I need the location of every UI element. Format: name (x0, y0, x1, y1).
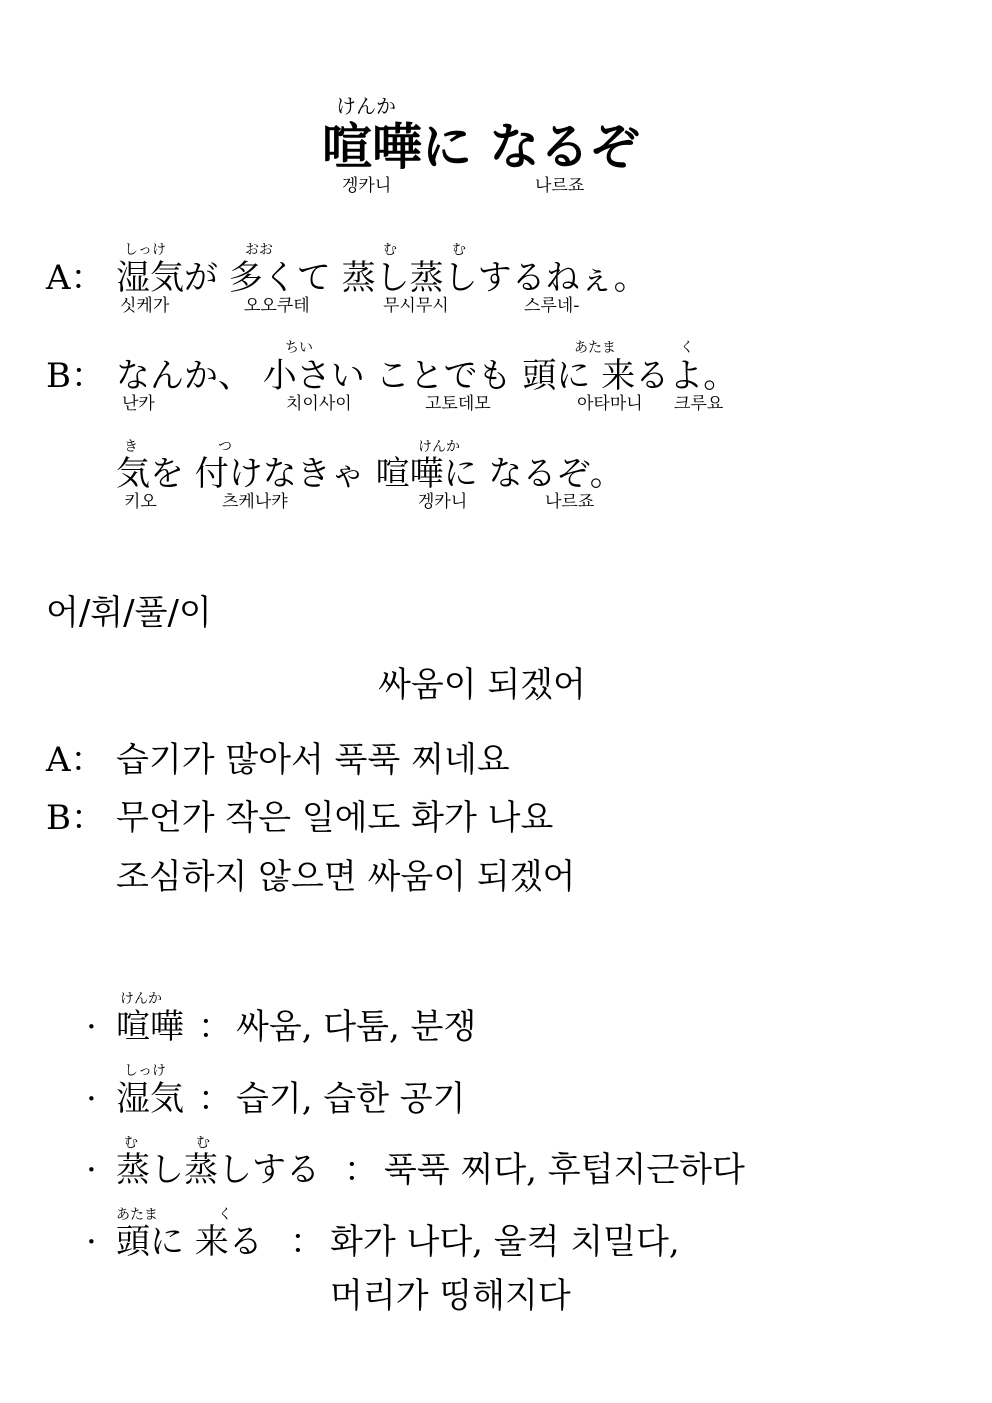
vocab-meaning: 푹푹 찌다, 후텁지근하다 (384, 1150, 745, 1190)
furigana: く (680, 340, 694, 356)
translation-title: 싸움이 되겠어 (378, 665, 586, 705)
furigana: む (452, 242, 466, 258)
reading: 겡카니 (418, 492, 468, 512)
vocab-meaning: 습기, 습한 공기 (236, 1079, 466, 1119)
furigana: あたま (116, 1207, 158, 1223)
vocab-word: 蒸し蒸しする (116, 1150, 320, 1190)
reading: 스루네- (524, 296, 580, 316)
furigana: む (196, 1135, 210, 1151)
vocab-sep: ： (198, 1007, 232, 1047)
dialogue-line-a: 湿気が 多くて 蒸し蒸しするねぇ。 (116, 258, 648, 298)
reading: 무시무시 (383, 296, 449, 316)
furigana: む (124, 1135, 138, 1151)
furigana: む (383, 242, 397, 258)
furigana: ちい (285, 340, 313, 356)
furigana: く (218, 1207, 232, 1223)
furigana: つ (218, 439, 232, 455)
vocab-meaning-continued: 머리가 띵해지다 (330, 1276, 571, 1316)
reading: 고토데모 (425, 394, 491, 414)
vocab-meaning: 화가 나다, 울컥 치밀다, (330, 1222, 680, 1262)
vocab-sep: ： (198, 1079, 232, 1119)
translation-line-b1: 무언가 작은 일에도 화가 나요 (116, 798, 554, 838)
translation-line-b2: 조심하지 않으면 싸움이 되겠어 (116, 857, 576, 897)
vocab-sep: ： (344, 1150, 378, 1190)
section-heading: 어/휘/풀/이 (46, 593, 212, 633)
reading: 난카 (122, 394, 155, 414)
reading: 키오 (124, 492, 157, 512)
title-reading-1: 겡카니 (342, 176, 392, 196)
speaker-label: A： (46, 740, 105, 780)
dialogue-line-b1: なんか、 小さい ことでも 頭に 来るよ。 (116, 356, 738, 396)
furigana: しっけ (124, 242, 166, 258)
reading: 나르죠 (545, 492, 595, 512)
translation-line-a: 습기가 많아서 푹푹 찌네요 (116, 740, 510, 780)
page-title: 喧嘩に なるぞ (322, 117, 640, 176)
furigana: あたま (574, 340, 616, 356)
speaker-label: B： (46, 798, 105, 838)
furigana: おお (245, 242, 273, 258)
reading: 싯케가 (120, 296, 170, 316)
bullet: · (86, 1150, 97, 1190)
vocab-word: 湿気 (116, 1079, 184, 1119)
reading: 츠케나캬 (222, 492, 288, 512)
title-furigana: けんか (336, 94, 396, 118)
speaker-label: A： (46, 258, 105, 298)
vocab-word: 頭に 来る (116, 1222, 263, 1262)
reading: 치이사이 (286, 394, 352, 414)
bullet: · (86, 1222, 97, 1262)
reading: 아타마니 (577, 394, 643, 414)
furigana: き (124, 439, 138, 455)
furigana: しっけ (124, 1063, 166, 1079)
reading: 오오쿠테 (244, 296, 310, 316)
bullet: · (86, 1007, 97, 1047)
vocab-sep: ： (290, 1222, 324, 1262)
bullet: · (86, 1079, 97, 1119)
title-reading-2: 나르죠 (535, 176, 585, 196)
furigana: けんか (120, 991, 162, 1007)
furigana: けんか (418, 439, 460, 455)
vocab-meaning: 싸움, 다툼, 분쟁 (236, 1007, 477, 1047)
dialogue-line-b2: 気を 付けなきゃ 喧嘩に なるぞ。 (116, 454, 624, 494)
reading: 크루요 (674, 394, 724, 414)
vocab-word: 喧嘩 (116, 1007, 184, 1047)
speaker-label: B： (46, 356, 105, 396)
